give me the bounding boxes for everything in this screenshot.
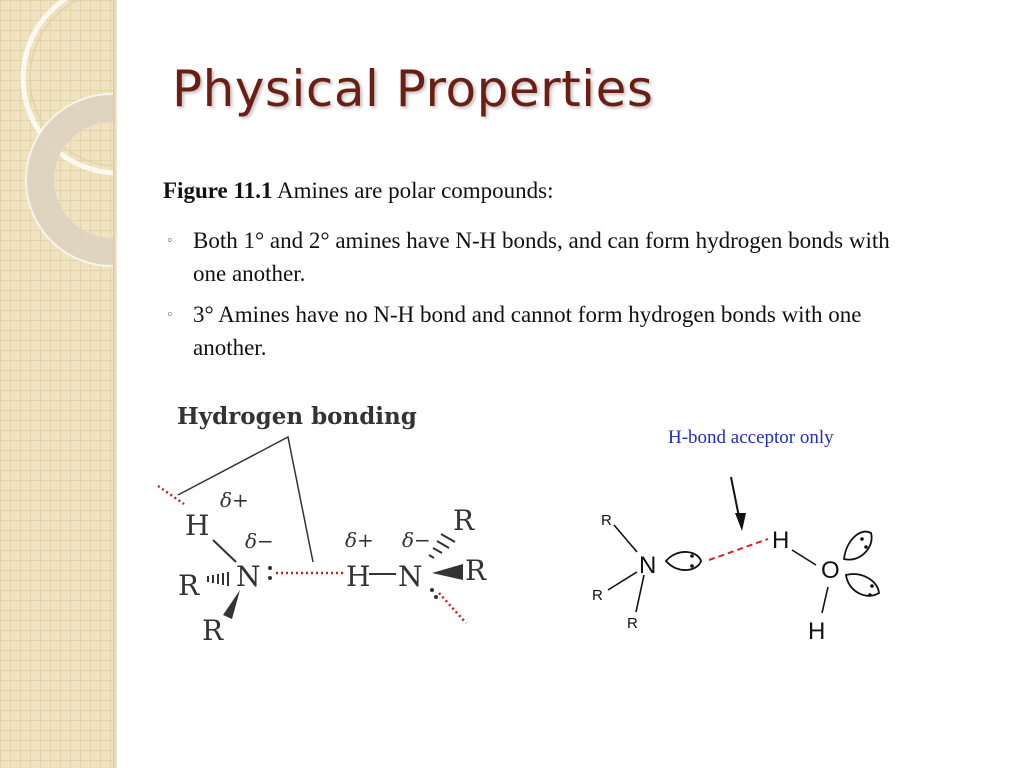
lone-pair-orbital bbox=[846, 574, 879, 596]
bullet-text: Both 1° and 2° amines have N-H bonds, and can form hydrogen bonds with one another. bbox=[193, 228, 890, 286]
partial-charge: δ− bbox=[402, 528, 431, 552]
hashed-wedge-bond bbox=[429, 534, 455, 558]
hbond-acceptor-diagram bbox=[570, 415, 900, 655]
partial-charge: δ+ bbox=[220, 488, 249, 512]
atom-o: O bbox=[821, 557, 840, 584]
bullet-list bbox=[163, 224, 923, 372]
bullet-item bbox=[163, 298, 923, 364]
bullet-item bbox=[163, 224, 923, 290]
arrow-line bbox=[731, 477, 739, 517]
atom-r: R bbox=[202, 614, 224, 647]
hbond-dashed bbox=[709, 539, 768, 560]
solid-wedge-bond bbox=[223, 590, 240, 619]
partial-charge: δ+ bbox=[345, 528, 374, 552]
decorative-circles bbox=[0, 0, 113, 768]
slide-title: Physical Properties bbox=[172, 60, 654, 118]
bullet-marker: ◦ bbox=[167, 232, 173, 249]
atom-r: R bbox=[465, 554, 487, 587]
arrow-head bbox=[735, 513, 746, 531]
atom-r: R bbox=[592, 587, 603, 604]
bond-h-n bbox=[213, 540, 236, 562]
atom-h: H bbox=[346, 560, 371, 593]
atom-n: N bbox=[236, 560, 261, 593]
lone-pair-orbital bbox=[844, 532, 872, 560]
atom-r: R bbox=[178, 569, 200, 602]
solid-wedge-bond bbox=[432, 564, 463, 580]
figure-caption bbox=[163, 178, 554, 204]
bullet-text: 3° Amines have no N-H bond and cannot form hydrogen bonds with one another. bbox=[193, 302, 862, 360]
hbond-dotted-right bbox=[439, 593, 466, 623]
atom-h: H bbox=[185, 509, 210, 542]
atom-r: R bbox=[601, 512, 612, 529]
hydrogen-bonding-label: Hydrogen bonding bbox=[177, 403, 417, 430]
hbond-acceptor-label: H-bond acceptor only bbox=[668, 427, 834, 448]
decorative-side-panel bbox=[0, 0, 113, 768]
caption-text: Amines are polar compounds: bbox=[276, 178, 554, 203]
atom-h: H bbox=[772, 527, 790, 554]
atom-r: R bbox=[453, 504, 475, 537]
hydrogen-bonding-diagram bbox=[150, 390, 530, 660]
hbond-dotted-left bbox=[158, 486, 184, 504]
atom-h: H bbox=[808, 618, 826, 645]
partial-charge: δ− bbox=[245, 529, 274, 553]
atom-r: R bbox=[627, 615, 638, 632]
figure-number: Figure 11.1 bbox=[163, 178, 273, 203]
atom-n: N bbox=[398, 560, 423, 593]
hashed-wedge-bond bbox=[208, 572, 228, 586]
atom-n: N bbox=[639, 552, 657, 579]
bullet-marker: ◦ bbox=[167, 306, 173, 323]
side-panel-edge bbox=[113, 0, 117, 768]
lone-pair-orbital bbox=[666, 552, 701, 570]
